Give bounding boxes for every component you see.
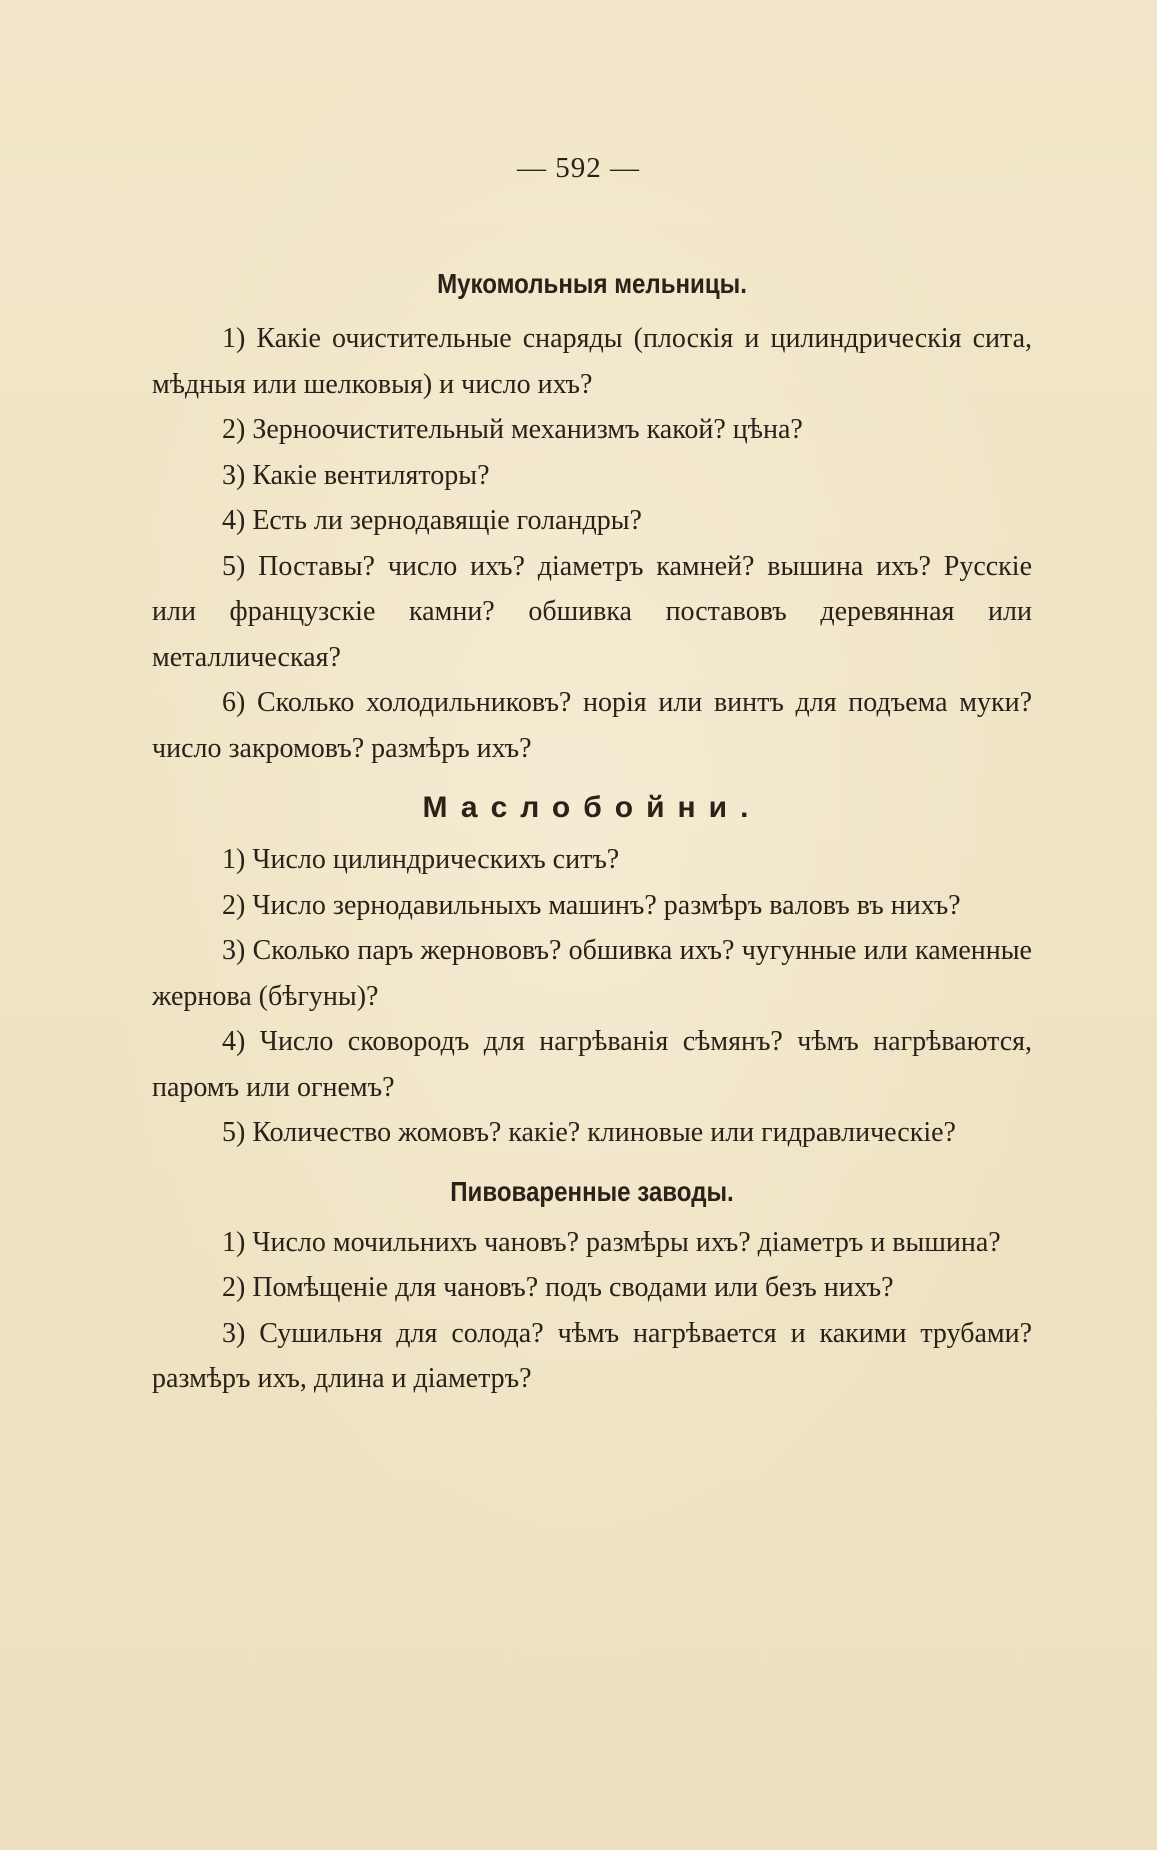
question-item: 2) Зерноочистительный механизмъ какой? цѣна? (222, 414, 803, 445)
question-item: 2) Число зернодавильныхъ машинъ? размѣръ валовъ въ нихъ? (222, 889, 961, 921)
section-breweries (152, 1176, 1032, 1402)
question-item: 6) Сколько холодильниковъ? норія или винтъ для подъема муки? число закромовъ? размѣръ ихъ? (152, 687, 1032, 764)
question-item: 3) Какіе вентиляторы? (222, 459, 490, 491)
section-heading: Пивоваренные заводы. (450, 1175, 734, 1207)
question-item: 4) Есть ли зернодавящіе голандры? (222, 505, 642, 536)
question-item: 3) Сколько паръ жернововъ? обшивка ихъ? чугунные или каменные жернова (бѣгуны)? (152, 935, 1032, 1012)
question-item: 1) Число мочильнихъ чановъ? размѣры ихъ? діаметръ и вышина? (222, 1226, 1001, 1258)
question-item: 1) Какіе очистительные снаряды (плоскія и цилиндрическія сита, мѣдныя или шелковыя) и число ихъ? (152, 323, 1032, 400)
question-item: 5) Поставы? число ихъ? діаметръ камней? вышина ихъ? Русскіе или французскіе камни? обшивка поставовъ деревянная или металлическая? (152, 550, 1032, 673)
question-item: 1) Число цилиндрическихъ ситъ? (222, 844, 620, 875)
page-body (152, 268, 1032, 1402)
question-item: 3) Сушильня для солода? чѣмъ нагрѣвается и какими трубами? размѣръ ихъ, длина и діаметръ? (152, 1317, 1032, 1394)
section-heading: Маслобойни. (422, 791, 762, 824)
question-item: 5) Количество жомовъ? какіе? клиновые или гидравлическіе? (222, 1117, 956, 1148)
section-oil-mills (152, 791, 1032, 1156)
question-item: 2) Помѣщеніе для чановъ? подъ сводами или безъ нихъ? (222, 1272, 894, 1303)
section-heading: Мукомольныя мельницы. (437, 268, 747, 299)
question-item: 4) Число сковородъ для нагрѣванія сѣмянъ? чѣмъ нагрѣваются, паромъ или огнемъ? (152, 1026, 1032, 1103)
section-flour-mills (152, 268, 1032, 771)
page-number: — 592 — (517, 152, 640, 184)
